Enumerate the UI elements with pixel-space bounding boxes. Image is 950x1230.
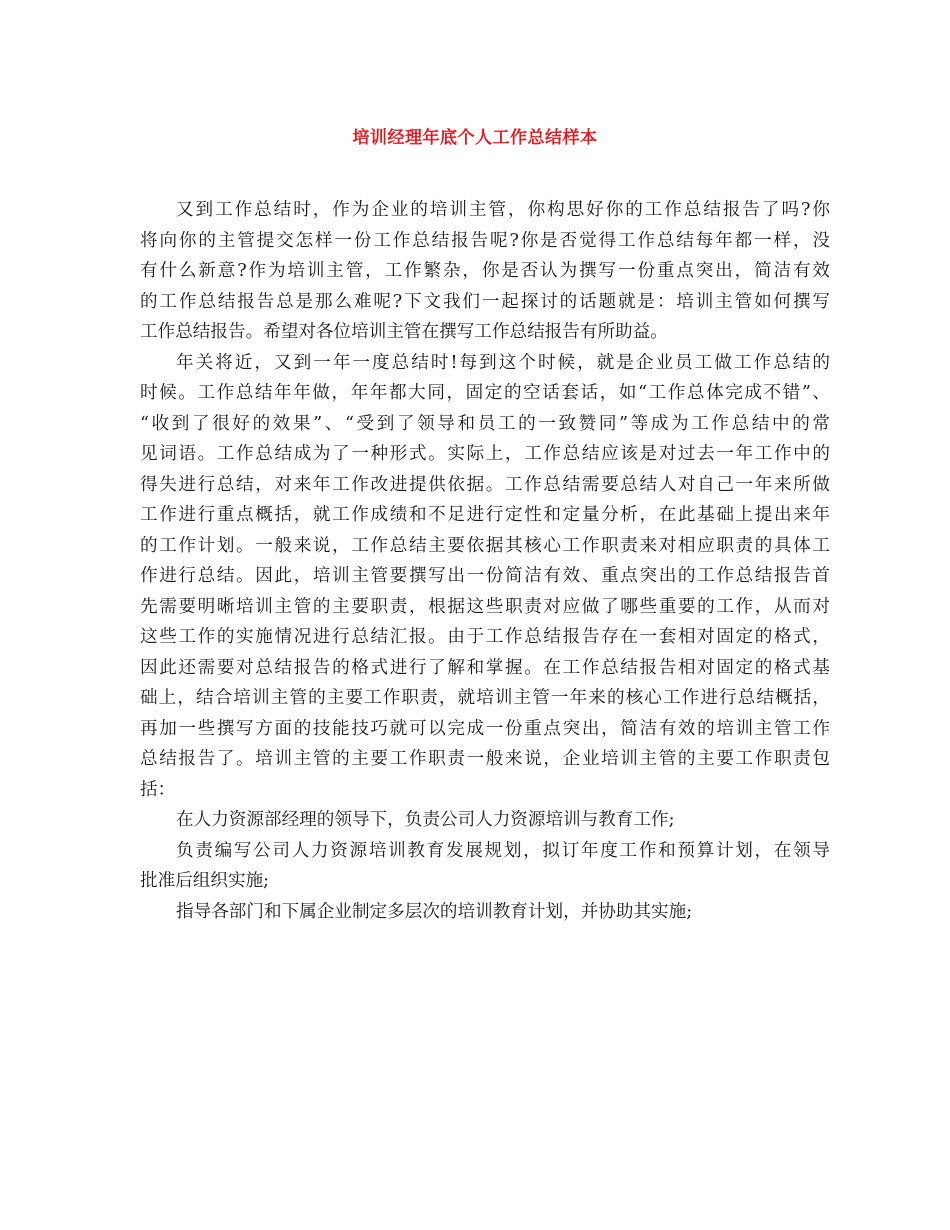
paragraph-line: 将向你的主管提交怎样一份工作总结报告呢?你是否觉得工作总结每年都一样，没 [140, 230, 830, 251]
paragraph-line: 这些工作的实施情况进行总结汇报。由于工作总结报告存在一套相对固定的格式， [140, 627, 830, 647]
paragraph-line: 先需要明晰培训主管的主要职责，根据这些职责对应做了哪些重要的工作，从而对 [140, 596, 830, 617]
paragraph-line: 又到工作总结时，作为企业的培训主管，你构思好你的工作总结报告了吗?你 [176, 200, 830, 220]
paragraph-line: 有什么新意?作为培训主管，工作繁杂，你是否认为撰写一份重点突出，简洁有效 [140, 261, 830, 281]
paragraph-duty-3 [140, 897, 830, 928]
paragraph-line: “收到了很好的效果”、“受到了领导和员工的一致赞同”等成为工作总结中的常 [140, 413, 830, 434]
paragraph-line: 见词语。工作总结成为了一种形式。实际上，工作总结应该是对过去一年工作中的 [140, 444, 830, 464]
paragraph-line: 的工作计划。一般来说，工作总结主要依据其核心工作职责来对相应职责的具体工 [140, 535, 830, 556]
document-body [140, 195, 830, 927]
paragraph-duty-2 [140, 836, 830, 897]
paragraph-line: 工作进行重点概括，就工作成绩和不足进行定性和定量分析，在此基础上提出来年 [140, 505, 830, 525]
paragraph-line: 指导各部门和下属企业制定多层次的培训教育计划，并协助其实施; [176, 901, 693, 922]
paragraph-line: 工作总结报告。希望对各位培训主管在撰写工作总结报告有所助益。 [140, 322, 668, 342]
paragraph-intro [140, 195, 830, 348]
paragraph-line: 再加一些撰写方面的技能技巧就可以完成一份重点突出，简洁有效的培训主管工作 [140, 718, 830, 739]
paragraph-line: 括： [140, 779, 176, 800]
paragraph-main [140, 348, 830, 806]
paragraph-line: 负责编写公司人力资源培训教育发展规划，拟订年度工作和预算计划，在领导 [176, 840, 830, 861]
paragraph-duty-1 [140, 805, 830, 836]
document-title: 培训经理年底个人工作总结样本 [352, 128, 598, 148]
paragraph-line: 的工作总结报告总是那么难呢?下文我们一起探讨的话题就是：培训主管如何撰写 [140, 291, 830, 312]
paragraph-line: 得失进行总结，对来年工作改进提供依据。工作总结需要总结人对自己一年来所做 [140, 474, 830, 495]
paragraph-line: 础上，结合培训主管的主要工作职责，就培训主管一年来的核心工作进行总结概括， [140, 688, 830, 708]
paragraph-line: 批准后组织实施; [140, 871, 270, 891]
paragraph-line: 作进行总结。因此，培训主管要撰写出一份简洁有效、重点突出的工作总结报告首 [140, 566, 830, 586]
paragraph-line: 在人力资源部经理的领导下，负责公司人力资源培训与教育工作; [176, 810, 675, 830]
paragraph-line: 总结报告了。培训主管的主要工作职责一般来说，企业培训主管的主要工作职责包 [140, 749, 830, 769]
paragraph-line: 时候。工作总结年年做，年年都大同，固定的空话套话，如“工作总体完成不错”、 [140, 383, 830, 403]
paragraph-line: 年关将近，又到一年一度总结时!每到这个时候，就是企业员工做工作总结的 [176, 352, 830, 373]
paragraph-line: 因此还需要对总结报告的格式进行了解和掌握。在工作总结报告相对固定的格式基 [140, 657, 830, 678]
